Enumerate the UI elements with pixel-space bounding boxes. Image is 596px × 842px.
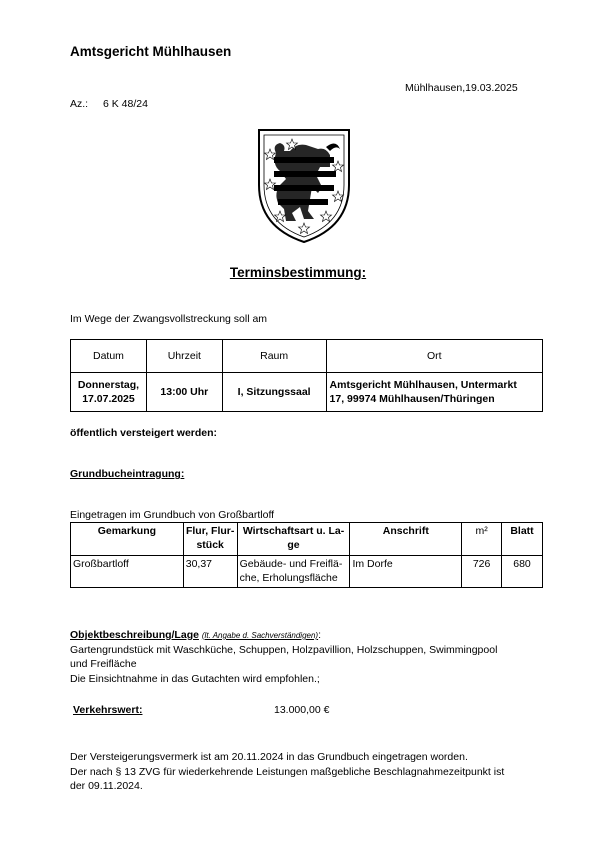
- auction-statement: öffentlich versteigert werden:: [70, 427, 218, 439]
- column-header: Ort: [326, 340, 542, 373]
- table-cell: 726: [462, 556, 502, 588]
- table-row: [71, 373, 543, 412]
- court-name: Amtsgericht Mühlhausen: [70, 44, 232, 59]
- column-header: Flur, Flur- stück: [183, 523, 237, 556]
- file-number: 6 K 48/24: [103, 98, 148, 110]
- room-cell: I, Sitzungssaal: [222, 373, 326, 412]
- table-cell: Großbartloff: [71, 556, 184, 588]
- column-header: Blatt: [502, 523, 543, 556]
- column-header: Gemarkung: [71, 523, 184, 556]
- intro-text: Im Wege der Zwangsvollstreckung soll am: [70, 313, 268, 325]
- table-row: [71, 556, 543, 588]
- page-title: Terminsbestimmung:: [229, 265, 367, 280]
- thuringia-coat-of-arms-icon: [256, 127, 352, 245]
- object-heading-note: (lt. Angabe d. Sachverständigen): [201, 631, 319, 640]
- place-date: Mühlhausen,19.03.2025: [405, 82, 518, 94]
- date-cell: Donnerstag, 17.07.2025: [71, 373, 147, 412]
- market-value: 13.000,00 €: [274, 704, 330, 716]
- object-heading-label: Objektbeschreibung/Lage: [70, 629, 199, 641]
- object-heading-colon: :: [318, 629, 322, 641]
- closing-text-line: Der Versteigerungsvermerk ist am 20.11.2024 in das Grundbuch eingetragen worden.: [70, 751, 468, 763]
- land-register-intro: Eingetragen im Grundbuch von Großbartloff: [70, 509, 275, 521]
- column-header: Anschrift: [350, 523, 462, 556]
- appointment-table: [70, 339, 543, 412]
- object-description-line: Die Einsichtnahme in das Gutachten wird empfohlen.;: [70, 673, 320, 685]
- closing-text-line: der 09.11.2024.: [70, 780, 143, 792]
- land-register-heading: Grundbucheintragung:: [70, 468, 185, 480]
- table-cell: 30,37: [183, 556, 237, 588]
- table-cell: 680: [502, 556, 543, 588]
- column-header: Uhrzeit: [146, 340, 222, 373]
- object-description-heading: [70, 629, 321, 641]
- file-number-label: Az.:: [70, 98, 89, 110]
- table-header-row: [71, 340, 543, 373]
- column-header: Wirtschaftsart u. La- ge: [237, 523, 350, 556]
- table-cell: Gebäude- und Freiflä- che, Erholungsfläche: [237, 556, 350, 588]
- table-header-row: [71, 523, 543, 556]
- land-register-table: [70, 522, 543, 588]
- closing-text-line: Der nach § 13 ZVG für wiederkehrende Leistungen maßgebliche Beschlagnahmezeitpunkt ist: [70, 766, 505, 778]
- object-description-line: und Freifläche: [70, 658, 137, 670]
- column-header: Datum: [71, 340, 147, 373]
- location-cell: Amtsgericht Mühlhausen, Untermarkt 17, 99974 Mühlhausen/Thüringen: [326, 373, 542, 412]
- time-cell: 13:00 Uhr: [146, 373, 222, 412]
- object-description-line: Gartengrundstück mit Waschküche, Schuppen, Holzpavillion, Holzschuppen, Swimmingpool: [70, 644, 498, 656]
- table-cell: Im Dorfe: [350, 556, 462, 588]
- column-header: Raum: [222, 340, 326, 373]
- column-header: m²: [462, 523, 502, 556]
- market-value-label: Verkehrswert:: [73, 704, 143, 716]
